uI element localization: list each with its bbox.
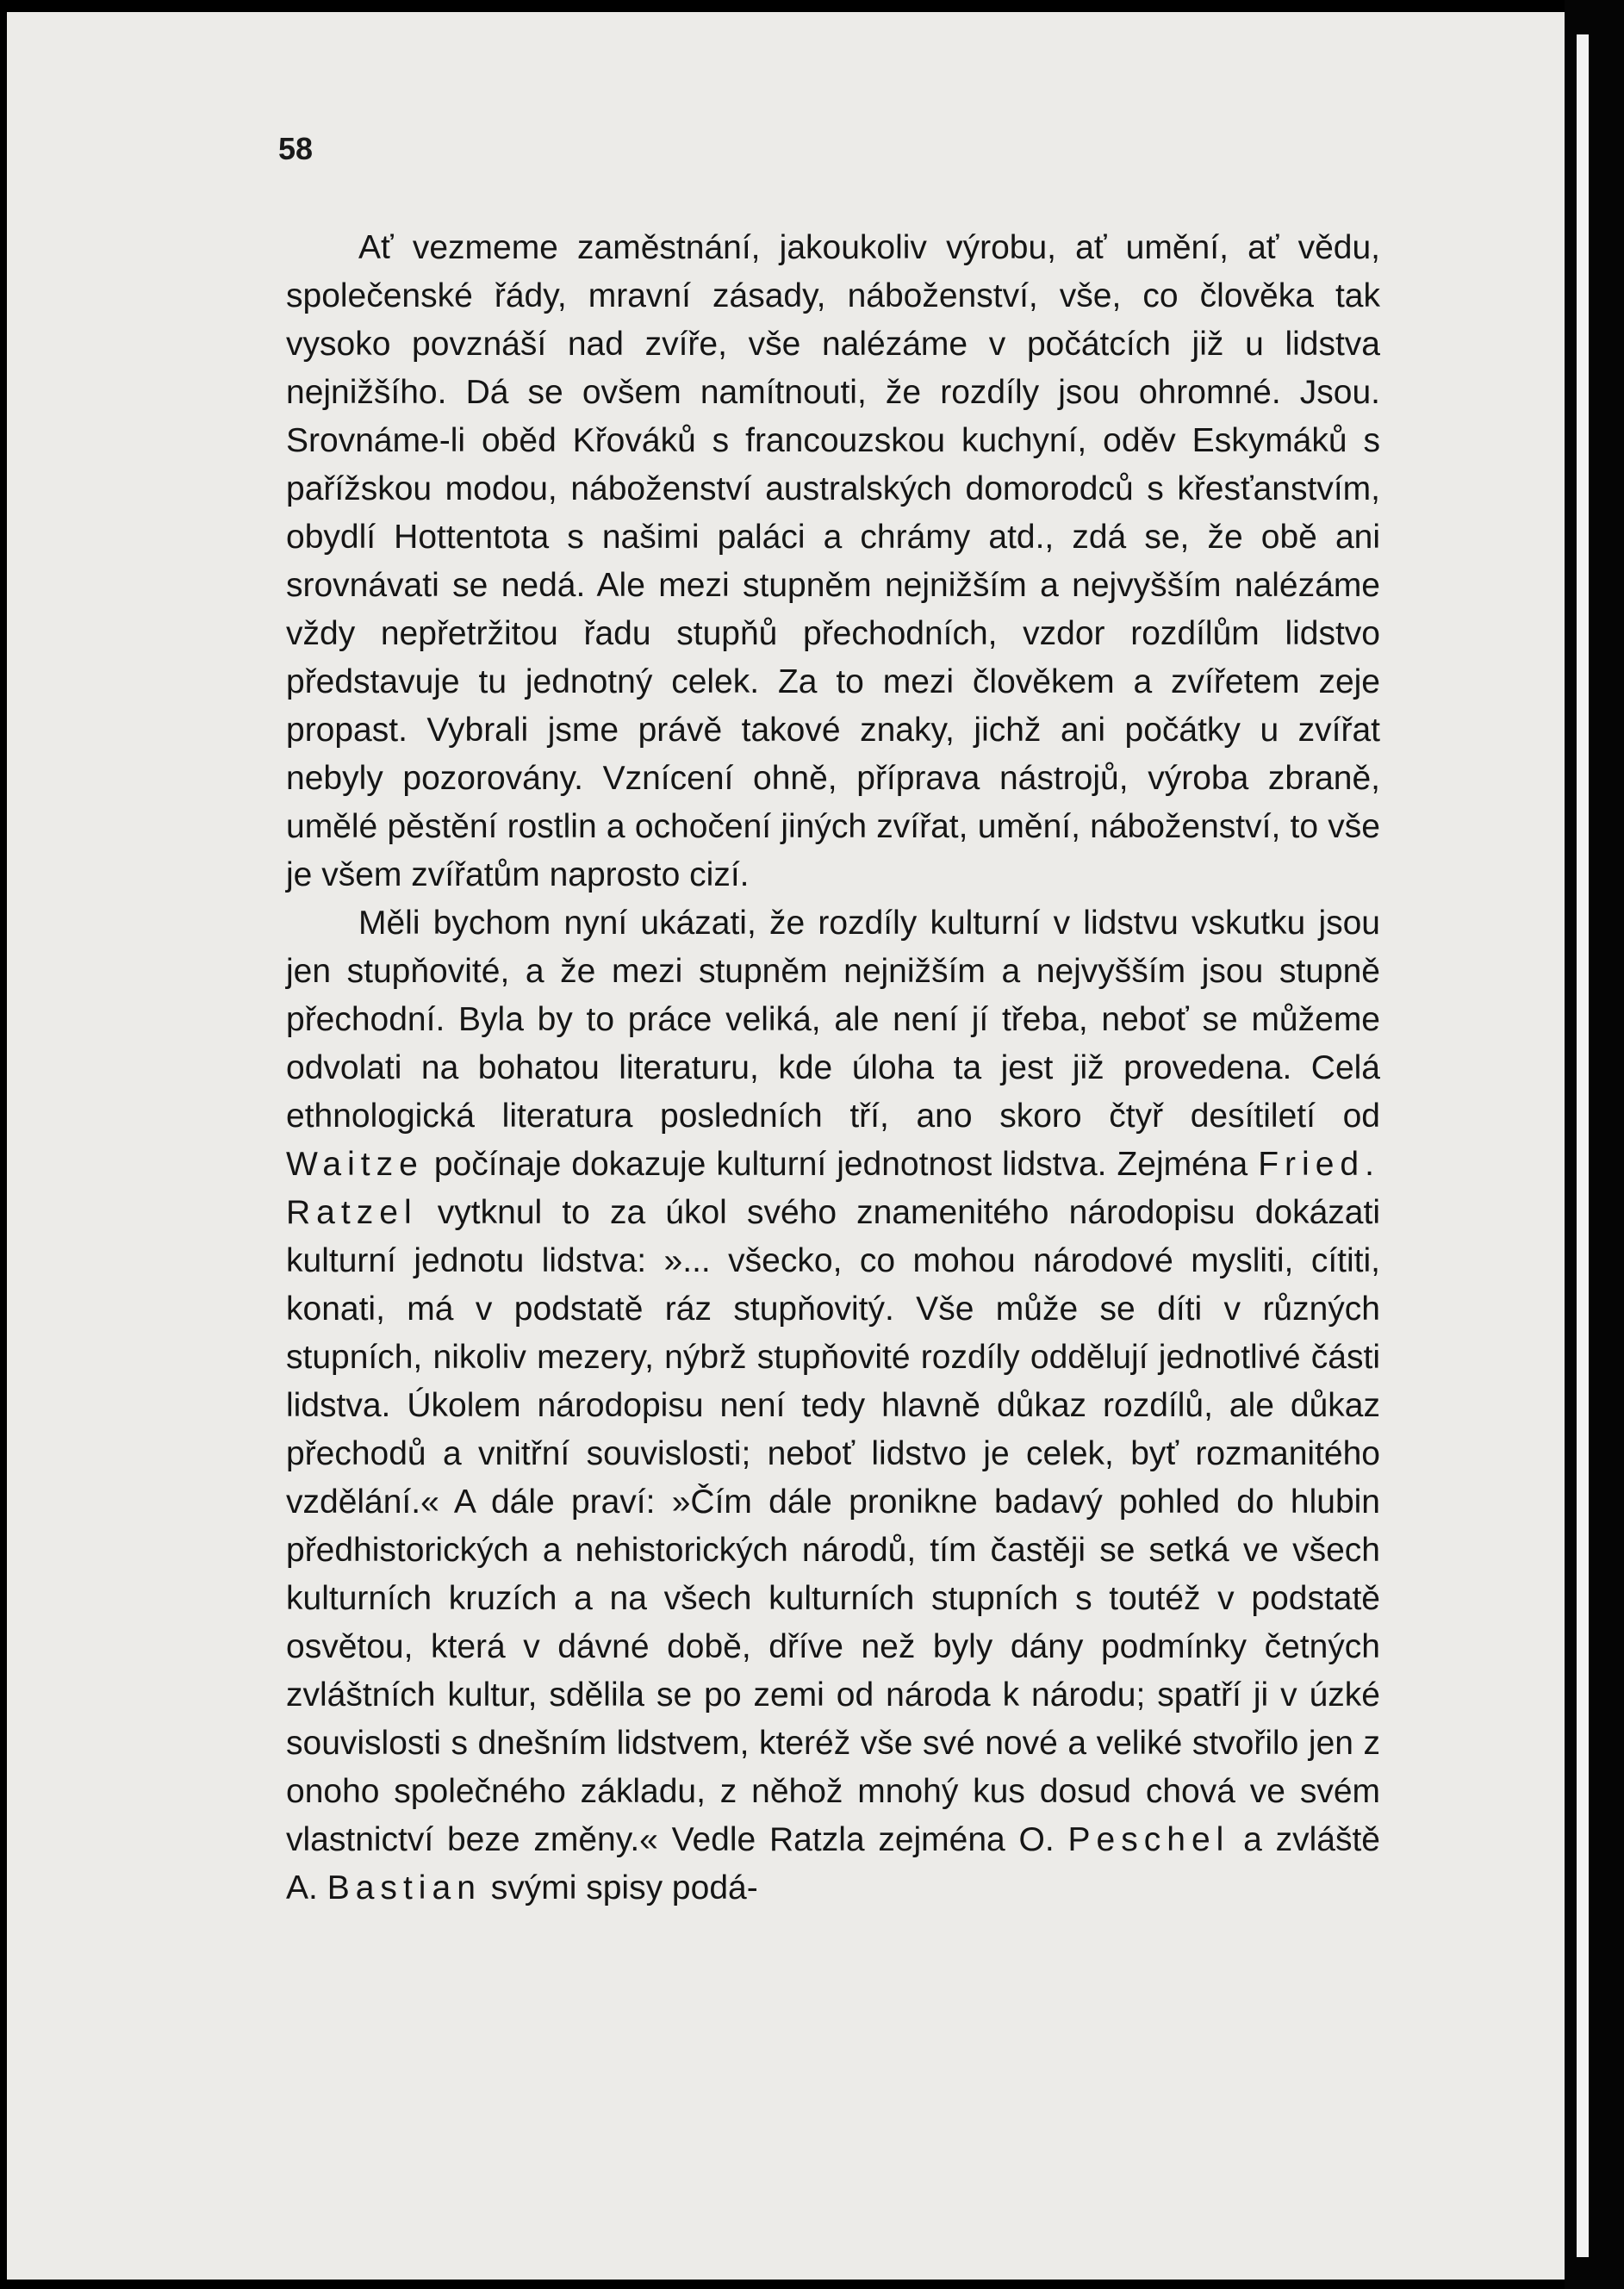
page-number: 58 <box>278 131 314 166</box>
facing-page-edge <box>1577 34 1589 2257</box>
author-name-waitz: Waitze <box>286 1146 424 1183</box>
paragraph-2 <box>286 899 1380 1913</box>
text-segment: Ať vezmeme zaměstnání, jakoukoliv výrobu, ať umění, ať vědu, společenské řády, mravní zásady, náboženství, vše, co člověka tak vysoko povznáší nad zvíře, vše nalézáme v počátcích již u lidstva nejnižšího. Dá se ovšem namítnouti, že rozdíly jsou ohromné. Jsou. Srovnáme-li oběd Křováků s francouzskou kuchyní, oděv Eskymáků s pařížskou modou, náboženství australských domorodců s křesťanstvím, obydlí Hottentota s našimi paláci a chrámy atd., zdá se, že obě ani srovnávati se nedá. Ale mezi stupněm nejnižším a nejvyšším nalézáme vždy nepřetržitou řadu stupňů přechodních, vzdor rozdílům lidstvo představuje tu jednotný celek. Za to mezi člověkem a zvířetem zeje propast. Vybrali jsme právě takové znaky, jichž ani počátky u zvířat nebyly pozorovány. Vznícení ohně, příprava nástrojů, výroba zbraně, umělé pěstění rostlin a ochočení jiných zvířat, umění, náboženství, to vše je všem zvířatům naprosto cizí. <box>286 229 1380 893</box>
text-segment: počínaje dokazuje kulturní jednotnost lidstva. Zejména <box>423 1146 1259 1183</box>
paragraph-1 <box>286 224 1380 899</box>
text-segment: a zvláště A. <box>286 1821 1380 1906</box>
book-spine <box>1565 0 1624 2289</box>
text-segment: Měli bychom nyní ukázati, že rozdíly kulturní v lidstvu vskutku jsou jen stupňovité, a že mezi stupněm nejnižším a nejvyšším jsou stupně přechodní. Byla by to práce veliká, ale není jí třeba, neboť se můžeme odvolati na bohatou literaturu, kde úloha ta jest již provedena. Celá ethnologická literatura posledních tří, ano skoro čtyř desítiletí od <box>286 905 1380 1135</box>
body-text <box>286 224 1380 1913</box>
author-name-ratzel: Fried. Ratzel <box>286 1146 1380 1231</box>
text-segment: vytknul to za úkol svého znamenitého národopisu dokázati kulturní jednotu lidstva: »... všecko, co mohou národové mysliti, cítiti, konati, má v podstatě ráz stupňovitý. Vše může se díti v různých stupních, nikoliv mezery, nýbrž stupňovité rozdíly oddělují jednotlivé části lidstva. Úkolem národopisu není tedy hlavně důkaz rozdílů, ale důkaz přechodů a vnitřní souvislosti; neboť lidstvo je celek, byť rozmanitého vzdělání.« A dále praví: »Čím dále pronikne badavý pohled do hlubin předhistorických a nehistorických národů, tím častěji se setká ve všech kulturních kruzích a na všech kulturních stupních s toutéž v podstatě osvětou, která v dávné době, dříve než byly dány podmínky četných zvláštních kultur, sdělila se po zemi od národa k národu; spatří ji v úzké souvislosti s dnešním lidstvem, kteréž vše své nové a veliké stvořilo jen z onoho společného základu, z něhož mnohý kus dosud chová ve svém vlastnictví beze změny.« Vedle Ratzla zejména O. <box>286 1194 1380 1858</box>
author-name-peschel: Peschel <box>1067 1821 1230 1858</box>
text-segment: svými spisy podá- <box>481 1869 758 1906</box>
author-name-bastian: Bastian <box>327 1869 482 1906</box>
